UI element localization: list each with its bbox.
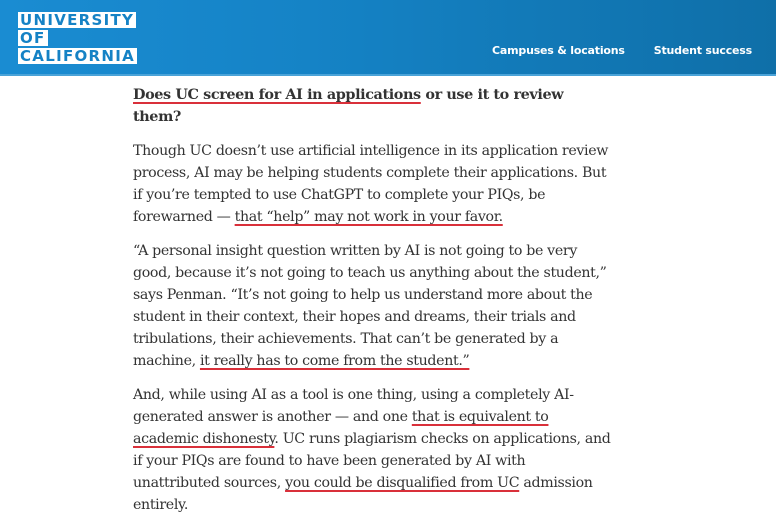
article-body [133,84,613,528]
paragraph-text: Though UC doesn’t use artificial intelligence in its application review process, AI may be helping students complete their applications. But if you’re tempted to use ChatGPT to complete your PIQs, be forewarned — [133,143,609,225]
nav-link-student-success[interactable]: Student success [653,44,752,57]
site-header [0,0,776,76]
nav-link-campuses-locations[interactable]: Campuses & locations [492,44,625,57]
logo-line-university: UNIVERSITY [20,11,135,29]
highlighted-text: Does UC screen for AI in applications [133,86,421,103]
section-heading [133,84,613,128]
paragraph-2-quote [133,240,613,372]
paragraph-text: “A personal insight question written by AI is not going to be very good, because it’s not going to teach us anything about the student,” says Penman. “It’s not going to help us understand more about the student in their context, their hopes and dreams, their trials and tribulations, their achievements. That can’t be generated by a machine, [133,243,607,369]
paragraph-1 [133,140,613,228]
uc-logo[interactable] [18,12,137,66]
logo-line-of: OF [20,29,46,47]
logo-line-california: CALIFORNIA [20,47,136,65]
main-nav [492,44,752,57]
heading-rest: or use it to review them? [133,86,564,125]
highlighted-text: that is equivalent to academic dishonesty [133,409,549,447]
paragraph-text: . UC runs plagiarism checks on applications, and if your PIQs are found to have been generated by AI with unattributed sources, [133,431,611,491]
highlighted-text: you could be disqualified from UC [285,475,520,491]
highlighted-text: that “help” may not work in your favor. [234,209,503,225]
highlighted-text: it really has to come from the student.” [199,353,470,369]
paragraph-3 [133,384,613,516]
paragraph-text: admission entirely. [133,475,593,513]
paragraph-text: And, while using AI as a tool is one thing, using a completely AI-generated answer is another — and one [133,387,574,425]
